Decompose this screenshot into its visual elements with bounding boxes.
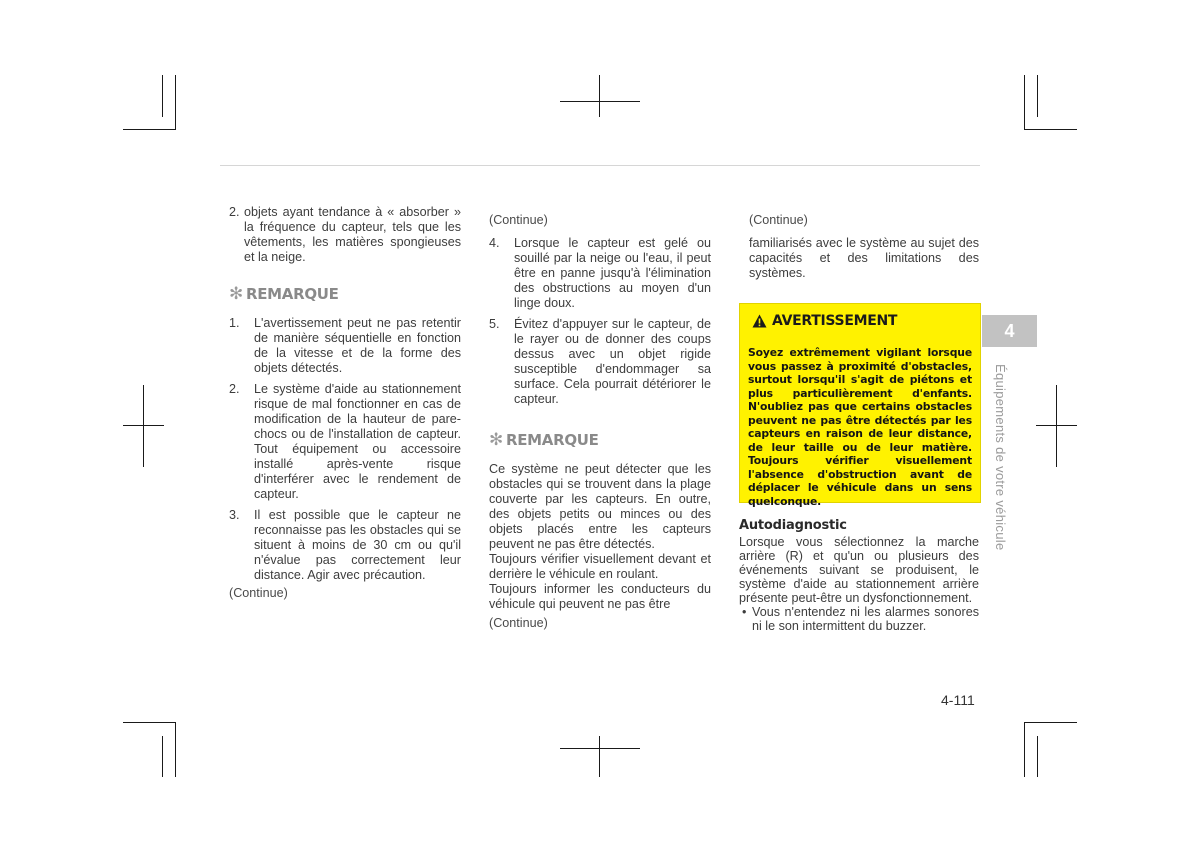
list-item-text: Évitez d'appuyer sur le capteur, de le rayer ou de donner des coups dessus avec un objet rigide susceptible d'endommager sa surface. Cela pourrait détériorer le capteur.: [514, 317, 711, 406]
list-item-number: 1.: [229, 316, 240, 330]
crop-mark-tr-v2: [1037, 75, 1038, 117]
crop-mark-br-v2: [1037, 736, 1038, 777]
remark-title: REMARQUE: [505, 431, 599, 449]
list-item-text: objets ayant tendance à « absorber » la fréquence du capteur, tels que les vêtements, les matières spongieuses et la neige.: [244, 205, 461, 264]
crop-mark-mr-v: [1056, 385, 1057, 467]
intro-paragraph: familiarisés avec le système au sujet des capacités et des limitations des systèmes.: [749, 236, 979, 280]
crop-mark-tc-v: [599, 75, 600, 117]
remark-paragraph: Ce système ne peut détecter que les obstacles qui se trouvent dans la plage couverte par les capteurs. En outre, des objets petits ou minces ou des objets placés entre les capteurs peuvent ne pas être détectés.: [489, 462, 711, 551]
continue-label: (Continue): [489, 616, 548, 630]
remark-paragraph: Toujours informer les conducteurs du véhicule qui peuvent ne pas être: [489, 582, 711, 611]
list-item: [229, 205, 461, 265]
bullet-dot-icon: •: [742, 605, 747, 619]
list-item-text: Lorsque le capteur est gelé ou souillé par la neige ou l'eau, il peut être en panne jusqu'à l'élimination des obstructions au moyen d'un linge doux.: [514, 236, 711, 310]
list-item-text: L'avertissement peut ne pas retentir de manière séquentielle en fonction de la vitesse et de la forme des objets détectés.: [254, 316, 461, 375]
list-item: [229, 316, 461, 376]
continue-label: (Continue): [489, 213, 548, 227]
remark-heading: [489, 430, 711, 450]
column-1: [229, 205, 461, 601]
list-item: [489, 317, 711, 407]
page-number: 4-111: [941, 692, 975, 708]
crop-mark-bl-v2: [162, 736, 163, 777]
crop-mark-tl-h: [123, 129, 176, 130]
crop-mark-bl-v: [175, 722, 176, 777]
warning-heading: [752, 313, 897, 329]
list-item-number: 5.: [489, 317, 500, 331]
chapter-title-vertical: Équipements de votre véhicule: [993, 364, 1008, 551]
list-item: [229, 382, 461, 502]
list-item-number: 4.: [489, 236, 500, 250]
asterisk-icon: ✻: [229, 284, 243, 304]
remark-title: REMARQUE: [245, 285, 339, 303]
list-item-number: 2.: [229, 205, 240, 219]
crop-mark-bc-v: [599, 736, 600, 777]
crop-mark-br-h: [1024, 722, 1077, 723]
list-item-text: Il est possible que le capteur ne reconnaisse pas les obstacles qui se situent à moins de 30 cm ou qu'il n'évalue pas correctement leur distance. Agir avec précaution.: [254, 508, 461, 582]
column-3: [749, 213, 979, 281]
list-item-number: 3.: [229, 508, 240, 522]
warning-text: Soyez extrêmement vigilant lorsque vous passez à proximité d'obstacles, surtout lorsqu'il s'agit de piétons et plus particulièrement d'enfants. N'oubliez pas que certains obstacles peuvent ne pas être détectés par les capteurs en raison de leur distance, de leur taille ou de leur matière. Toujours vérifier visuellement l'absence d'obstruction avant de déplacer le véhicule dans un sens quelconque.: [748, 346, 972, 508]
list-item-text: Le système d'aide au stationnement risque de mal fonctionner en cas de modification de la hauteur de pare-chocs ou de l'installation de capteur. Tout équipement ou accessoire installé après-vente risque d'interférer avec le rendement de capteur.: [254, 382, 461, 501]
remark-paragraph: Toujours vérifier visuellement devant et derrière le véhicule en roulant.: [489, 552, 711, 581]
crop-mark-bc-h: [560, 748, 640, 749]
crop-mark-tr-h: [1024, 129, 1077, 130]
crop-mark-mr-h: [1036, 425, 1077, 426]
list-item: [489, 236, 711, 311]
chapter-number: 4: [1004, 320, 1015, 341]
crop-mark-ml-h: [123, 425, 164, 426]
crop-mark-tl-v2: [162, 75, 163, 117]
warning-box: [739, 303, 981, 508]
list-item-number: 2.: [229, 382, 240, 396]
crop-mark-bl-h: [123, 722, 176, 723]
section-paragraph: Lorsque vous sélectionnez la marche arrière (R) et qu'un ou plusieurs des événements suivant se produisent, le système d'aide au stationnement arrière présente peut-être un dysfonctionnement.: [739, 535, 979, 605]
bullet-text: Vous n'entendez ni les alarmes sonores ni le son intermittent du buzzer.: [752, 605, 979, 633]
section-heading: Autodiagnostic: [739, 518, 847, 533]
warning-title: AVERTISSEMENT: [772, 313, 898, 329]
autodiagnostic-section: [739, 519, 979, 633]
warning-triangle-icon: [752, 314, 767, 328]
crop-mark-ml-v: [143, 385, 144, 467]
continue-label: (Continue): [229, 586, 288, 600]
continue-label: (Continue): [749, 213, 808, 227]
crop-mark-tc-h: [560, 101, 640, 102]
crop-mark-tr-v: [1024, 75, 1025, 130]
crop-mark-br-v: [1024, 722, 1025, 777]
list-item: [229, 508, 461, 583]
asterisk-icon: ✻: [489, 430, 503, 450]
header-rule: [220, 165, 980, 166]
crop-mark-tl-v: [175, 75, 176, 130]
bullet-item: [739, 605, 979, 633]
column-2: [489, 213, 711, 631]
chapter-tab: [982, 315, 1037, 347]
remark-heading: [229, 284, 461, 304]
